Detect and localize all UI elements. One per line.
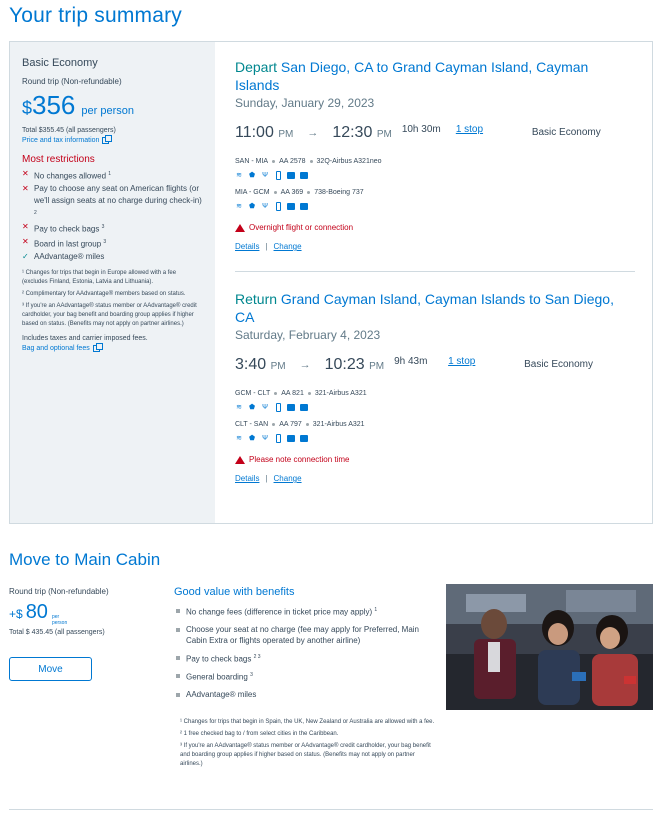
entertainment-icon <box>287 202 295 210</box>
amenities-row <box>235 403 635 411</box>
cabin-class: Basic Economy <box>531 127 601 138</box>
leg-route: CLT - SAN <box>235 421 269 428</box>
entertainment-icon <box>287 171 295 179</box>
x-icon: ✕ <box>22 236 29 246</box>
footnote: ³ If you're an AAdvantage® status member or AAdvantage® credit cardholder, your bag benefit and boarding group applies if higher based on status. (Benefits may not apply on partner airlines.) <box>22 302 197 327</box>
benefit-label <box>186 624 436 646</box>
warning-icon <box>235 224 245 232</box>
cabin-passengers-image <box>446 584 653 710</box>
amenities-row <box>235 434 635 442</box>
arr-ampm: PM <box>369 361 385 372</box>
flight-number: AA 797 <box>279 421 302 428</box>
footnote-ref: 1 <box>374 607 378 613</box>
dep-ampm: PM <box>270 361 286 372</box>
x-icon: ✕ <box>22 222 29 232</box>
trip-summary-card <box>9 41 653 524</box>
app-icon <box>300 403 308 411</box>
shield-icon: ⬟ <box>248 203 256 210</box>
separator-dot <box>274 392 277 395</box>
x-icon: ✕ <box>22 183 29 193</box>
phone-icon <box>274 434 282 442</box>
warning-text: Overnight flight or connection <box>249 223 354 232</box>
separator-dot <box>310 160 313 163</box>
entertainment-icon <box>287 403 295 411</box>
upgrade-total: Total $ 435.45 (all passengers) <box>9 629 105 636</box>
benefit-label <box>186 670 253 683</box>
wifi-icon: ≋ <box>236 435 242 442</box>
total-price: Total $355.45 (all passengers) <box>22 127 116 134</box>
move-button[interactable]: Move <box>9 657 92 681</box>
details-link[interactable]: Details <box>235 474 260 483</box>
depart-route: San Diego, CA to Grand Cayman Island, Cayman Islands <box>235 59 589 93</box>
depart-times <box>235 124 635 154</box>
departure-time <box>235 356 286 374</box>
restriction-label <box>34 251 104 263</box>
restriction-text: AAdvantage® miles <box>34 251 105 261</box>
leg-route: MIA - GCM <box>235 189 270 196</box>
return-heading <box>235 290 635 326</box>
trip-type: Round trip (Non-refundable) <box>22 77 122 86</box>
arrival-time <box>332 124 392 142</box>
flight-number: AA 821 <box>281 390 304 397</box>
flight-leg <box>235 189 635 196</box>
phone-icon <box>274 403 282 411</box>
restriction-text: No changes allowed <box>34 171 107 181</box>
x-icon: ✕ <box>22 169 29 178</box>
benefit-label <box>186 652 261 665</box>
benefit-text: Choose your seat at no charge (fee may apply for Preferred, Main Cabin Extra or flights operated by another airline) <box>186 624 420 645</box>
return-actions <box>235 474 635 483</box>
fare-name: Basic Economy <box>22 57 98 69</box>
arrival-time <box>325 356 385 374</box>
details-link[interactable]: Details <box>235 242 260 251</box>
flight-number: AA 2578 <box>279 158 306 165</box>
price-info-link[interactable] <box>22 137 203 144</box>
upgrade-price <box>9 601 67 626</box>
upgrade-amount: 80 <box>25 601 48 623</box>
amenities-row <box>235 171 635 179</box>
separator-dot <box>307 191 310 194</box>
benefit-text: AAdvantage® miles <box>186 689 257 699</box>
price-amount: 356 <box>32 90 76 120</box>
separator-dot <box>308 392 311 395</box>
restrictions-list <box>22 168 203 263</box>
bag-fees-link-text[interactable]: Bag and optional fees <box>22 344 90 352</box>
bullet-icon <box>176 628 180 632</box>
per-person-label: per person <box>81 105 134 117</box>
bottom-divider <box>9 809 653 810</box>
separator-dot <box>272 423 275 426</box>
currency-symbol: $ <box>22 98 33 118</box>
stops-link[interactable]: 1 stop <box>448 356 476 367</box>
separator: | <box>265 242 268 251</box>
restriction-label <box>34 236 106 251</box>
shield-icon: ⬟ <box>248 404 256 411</box>
aircraft: 738-Boeing 737 <box>314 189 364 196</box>
amenities-row <box>235 202 635 210</box>
app-icon <box>300 202 308 210</box>
benefit-item <box>174 652 436 665</box>
return-times <box>235 356 635 386</box>
arr-ampm: PM <box>376 129 392 140</box>
person-label: person <box>51 620 68 626</box>
shield-icon: ⬟ <box>248 172 256 179</box>
depart-date: Sunday, January 29, 2023 <box>235 96 375 110</box>
separator-dot <box>272 160 275 163</box>
benefit-item <box>174 670 436 683</box>
restriction-item <box>22 251 203 263</box>
restriction-item <box>22 183 203 222</box>
arrow-right-icon: → <box>299 359 311 371</box>
depart-actions <box>235 242 635 251</box>
depart-segment <box>235 42 635 251</box>
footnote-ref: 3 <box>103 238 107 245</box>
return-keyword: Return <box>235 291 278 307</box>
bullet-icon <box>176 674 180 678</box>
leg-route: GCM - CLT <box>235 390 271 397</box>
power-outlet-icon: Ψ <box>262 434 268 442</box>
restrictions-title: Most restrictions <box>22 154 95 165</box>
benefits-footnotes <box>180 718 435 772</box>
per-label: per <box>51 614 60 620</box>
return-date: Saturday, February 4, 2023 <box>235 328 381 342</box>
upgrade-title: Move to Main Cabin <box>9 550 161 569</box>
check-icon: ✓ <box>22 251 29 261</box>
main-cabin-photo <box>446 584 653 710</box>
itinerary <box>235 42 635 483</box>
footnote-ref: 2 <box>34 209 37 216</box>
bullet-icon <box>176 656 180 660</box>
stops-link[interactable]: 1 stop <box>455 124 484 135</box>
separator: | <box>265 474 268 483</box>
restriction-item <box>22 236 203 251</box>
upgrade-plus: +$ <box>9 607 23 621</box>
app-icon <box>300 434 308 442</box>
duration: 9h 43m <box>394 356 428 367</box>
bag-fees-link[interactable] <box>22 345 203 352</box>
footnote-ref: 3 <box>250 672 253 679</box>
benefit-item <box>174 689 436 700</box>
leg-route: SAN - MIA <box>235 158 269 165</box>
return-segment <box>235 272 635 483</box>
departure-time <box>235 124 293 142</box>
phone-icon <box>274 171 282 179</box>
restriction-text: Pay to choose any seat on American flights (or we'll assign seats at no charge during check-in) <box>34 183 202 205</box>
shield-icon: ⬟ <box>248 435 256 442</box>
benefits-title: Good value with benefits <box>174 586 295 598</box>
restriction-label <box>34 221 104 236</box>
change-link[interactable]: Change <box>273 242 302 251</box>
page-title: Your trip summary <box>9 4 183 27</box>
flight-leg <box>235 390 635 397</box>
external-link-icon <box>93 345 100 352</box>
upgrade-per-person <box>52 614 67 626</box>
benefit-label <box>186 689 256 700</box>
footnote: ² 1 free checked bag to / from select cities in the Caribbean. <box>180 731 339 737</box>
restriction-text: Board in last group <box>34 239 102 249</box>
footnote: ² Complimentary for AAdvantage® members based on status. <box>22 290 186 297</box>
benefit-text: No change fees (difference in ticket price may apply) <box>186 607 373 617</box>
wifi-icon: ≋ <box>236 203 242 210</box>
benefit-text: Pay to check bags <box>186 654 252 664</box>
cabin-class: Basic Economy <box>524 359 594 370</box>
fare-price <box>22 90 203 121</box>
arr-time-value: 10:23 <box>324 356 365 373</box>
depart-warning <box>235 223 635 232</box>
benefits-list <box>174 605 436 706</box>
wifi-icon: ≋ <box>236 404 242 411</box>
includes-taxes: Includes taxes and carrier imposed fees. <box>22 334 148 342</box>
return-route: Grand Cayman Island, Cayman Islands to San Diego, CA <box>235 291 614 325</box>
dep-ampm: PM <box>278 129 294 140</box>
power-outlet-icon: Ψ <box>262 403 268 411</box>
separator-dot <box>274 191 277 194</box>
wifi-icon: ≋ <box>236 172 242 179</box>
return-warning <box>235 455 635 464</box>
dep-time-value: 3:40 <box>235 356 267 373</box>
restriction-item <box>22 168 203 183</box>
upgrade-trip-type: Round trip (Non-refundable) <box>9 587 109 596</box>
flight-number: AA 369 <box>280 189 304 196</box>
benefit-item <box>174 605 436 618</box>
aircraft: 32Q-Airbus A321neo <box>316 158 382 165</box>
benefit-item <box>174 624 436 646</box>
depart-keyword: Depart <box>235 59 278 75</box>
entertainment-icon <box>287 434 295 442</box>
price-info-link-text[interactable]: Price and tax information <box>22 137 100 144</box>
change-link[interactable]: Change <box>273 474 302 483</box>
power-outlet-icon: Ψ <box>262 171 268 179</box>
benefit-label <box>186 605 377 618</box>
restriction-label <box>34 168 111 183</box>
benefit-text: General boarding <box>186 672 248 682</box>
depart-heading <box>235 58 635 94</box>
footnote-ref: 3 <box>101 224 105 231</box>
footnote: ¹ Changes for trips that begin in Europe allowed with a fee (excludes Finland, Estonia, Latvia and Lithuania). <box>22 269 177 285</box>
dep-time-value: 11:00 <box>235 124 274 141</box>
external-link-icon <box>102 137 109 144</box>
footnote: ³ If you're an AAdvantage® status member or AAdvantage® credit cardholder, your bag benefit and boarding group applies if higher based on status. (Benefits may not apply on partner airlines.) <box>180 743 431 767</box>
warning-icon <box>235 456 245 464</box>
arr-time-value: 12:30 <box>332 124 373 141</box>
restriction-label <box>34 183 203 222</box>
app-icon <box>300 171 308 179</box>
footnote-ref: 2 3 <box>253 653 261 660</box>
fare-panel <box>10 42 215 523</box>
footnote-ref: 1 <box>108 171 112 177</box>
restriction-item <box>22 221 203 236</box>
flight-leg <box>235 421 635 428</box>
footnote: ¹ Changes for trips that begin in Spain, the UK, New Zealand or Australia are allowed with a fee. <box>180 719 435 725</box>
aircraft: 321-Airbus A321 <box>312 421 365 428</box>
power-outlet-icon: Ψ <box>262 202 268 210</box>
bullet-icon <box>176 609 180 613</box>
restriction-text: Pay to check bags <box>34 224 100 234</box>
fare-footnotes <box>22 269 203 329</box>
aircraft: 321-Airbus A321 <box>314 390 367 397</box>
separator-dot <box>306 423 309 426</box>
phone-icon <box>274 202 282 210</box>
warning-text: Please note connection time <box>249 455 350 464</box>
bullet-icon <box>176 693 180 697</box>
arrow-right-icon: → <box>307 127 319 139</box>
flight-leg <box>235 158 635 165</box>
duration: 10h 30m <box>401 124 441 135</box>
